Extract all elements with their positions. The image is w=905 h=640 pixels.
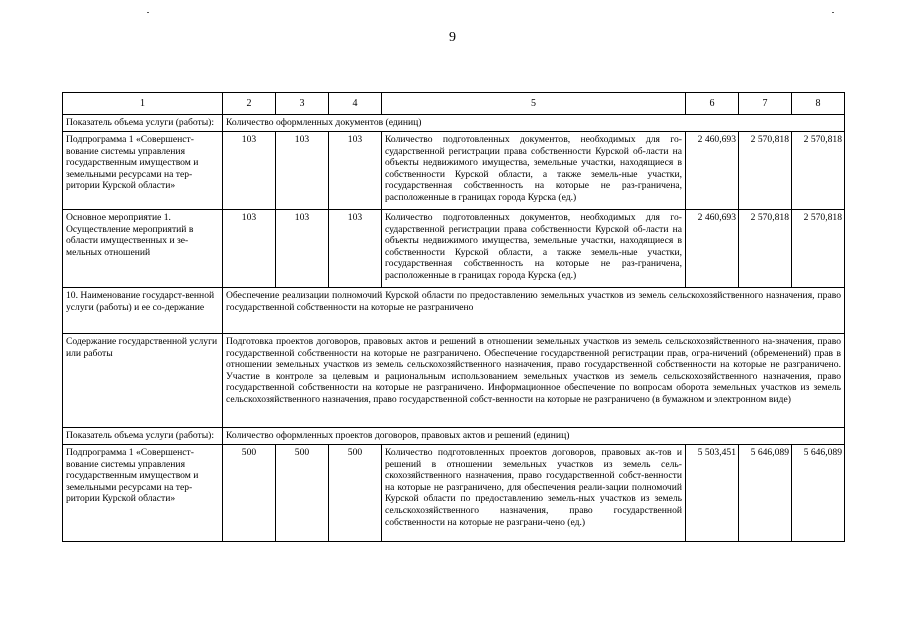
table-row (63, 132, 845, 210)
value-cell: 2 570,818 (792, 132, 845, 210)
value-cell: 2 570,818 (792, 210, 845, 288)
header-cell: 3 (276, 93, 329, 115)
header-cell: 7 (739, 93, 792, 115)
indicator-text: Количество оформленных проектов договоров, правовых актов и решений (единиц) (223, 428, 845, 445)
value-cell: 500 (223, 445, 276, 542)
service-content-text: Подготовка проектов договоров, правовых актов и решений в отношении земельных участков из земель сельскохозяйственного на-значения, право государственной собственности на которые не разграничено. Обеспечение государственной регистрации прав, огра-ничений (обременений) прав в отношении земельных участков из земель сельскохозяйственного назначения, право государственной собственности на которые не разграничено. Участие в контроле за целевым и рациональным использованием земельных участков из земель сельскохозяйственного назначения, право государственной собственности на которые не разграничено. Информационное обеспечение по вопросам оборота земельных участков из земель сельскохозяйственного назначения, право государственной собст-венности на которые не разграничено (в бумажном и электронном виде) (223, 334, 845, 428)
scan-speck (147, 12, 149, 13)
row-name: Подпрограмма 1 «Совершенст-вование системы управления государственным имуществом и земельными ресурсами на тер-ритории Курской области» (63, 132, 223, 210)
service-content-row (63, 334, 845, 428)
header-cell: 1 (63, 93, 223, 115)
service-name-row (63, 288, 845, 334)
value-cell: 5 503,451 (686, 445, 739, 542)
value-cell: 103 (329, 210, 382, 288)
value-cell: 500 (329, 445, 382, 542)
value-cell: 103 (276, 132, 329, 210)
page-number: 9 (449, 30, 456, 45)
value-cell: 2 460,693 (686, 132, 739, 210)
scan-speck (832, 12, 834, 13)
value-cell: 2 570,818 (739, 132, 792, 210)
row-name: Подпрограмма 1 «Совершенст-вование системы управления государственным имуществом и земельными ресурсами на тер-ритории Курской области» (63, 445, 223, 542)
header-cell: 2 (223, 93, 276, 115)
service-content-label: Содержание государственной услуги или работы (63, 334, 223, 428)
value-cell: 5 646,089 (792, 445, 845, 542)
indicator-row (63, 115, 845, 132)
value-cell: 2 570,818 (739, 210, 792, 288)
indicator-label: Показатель объема услуги (работы): (63, 115, 223, 132)
value-cell: 103 (276, 210, 329, 288)
indicator-description: Количество подготовленных документов, необходимых для го-сударственной регистрации права собственности Курской об-ласти на объекты недвижимого имущества, земельные участки, находящиеся в собственности Курской области, а также земель-ные участки, государственная собственность на которые не раз-граничена, расположенные в границах города Курска (ед.) (382, 210, 686, 288)
indicator-row (63, 428, 845, 445)
value-cell: 2 460,693 (686, 210, 739, 288)
header-cell: 4 (329, 93, 382, 115)
table-row (63, 210, 845, 288)
value-cell: 103 (223, 132, 276, 210)
value-cell: 5 646,089 (739, 445, 792, 542)
indicator-text: Количество оформленных документов (единиц) (223, 115, 845, 132)
indicator-description: Количество подготовленных документов, необходимых для го-сударственной регистрации права собственности Курской об-ласти на объекты недвижимого имущества, земельные участки, находящиеся в собственности Курской области, а также земель-ные участки, государственная собственность на которые не раз-граничена, расположенные в границах города Курска (ед.) (382, 132, 686, 210)
row-name: Основное мероприятие 1. Осуществление мероприятий в области имущественных и зе-мельных отношений (63, 210, 223, 288)
program-table (62, 92, 845, 542)
service-name-text: Обеспечение реализации полномочий Курской области по предоставлению земельных участков из земель сельскохозяйственного назначения, право государственной собственности на которые не разграничено (223, 288, 845, 334)
indicator-label: Показатель объема услуги (работы): (63, 428, 223, 445)
indicator-description: Количество подготовленных проектов договоров, правовых ак-тов и решений в отношении земельных участков из земель сель-скохозяйственного назначения, право государственной собст-венности на которые не разграничено, для обеспечения реали-зации полномочий Курской области по предоставлению земель-ных участков из земель сельскохозяйственного назначения, право государственной собственности на которые не разграни-чено (ед.) (382, 445, 686, 542)
value-cell: 103 (223, 210, 276, 288)
value-cell: 500 (276, 445, 329, 542)
value-cell: 103 (329, 132, 382, 210)
header-cell: 5 (382, 93, 686, 115)
header-cell: 6 (686, 93, 739, 115)
service-name-label: 10. Наименование государст-венной услуги (работы) и ее со-держание (63, 288, 223, 334)
table-row (63, 445, 845, 542)
header-row (63, 93, 845, 115)
header-cell: 8 (792, 93, 845, 115)
